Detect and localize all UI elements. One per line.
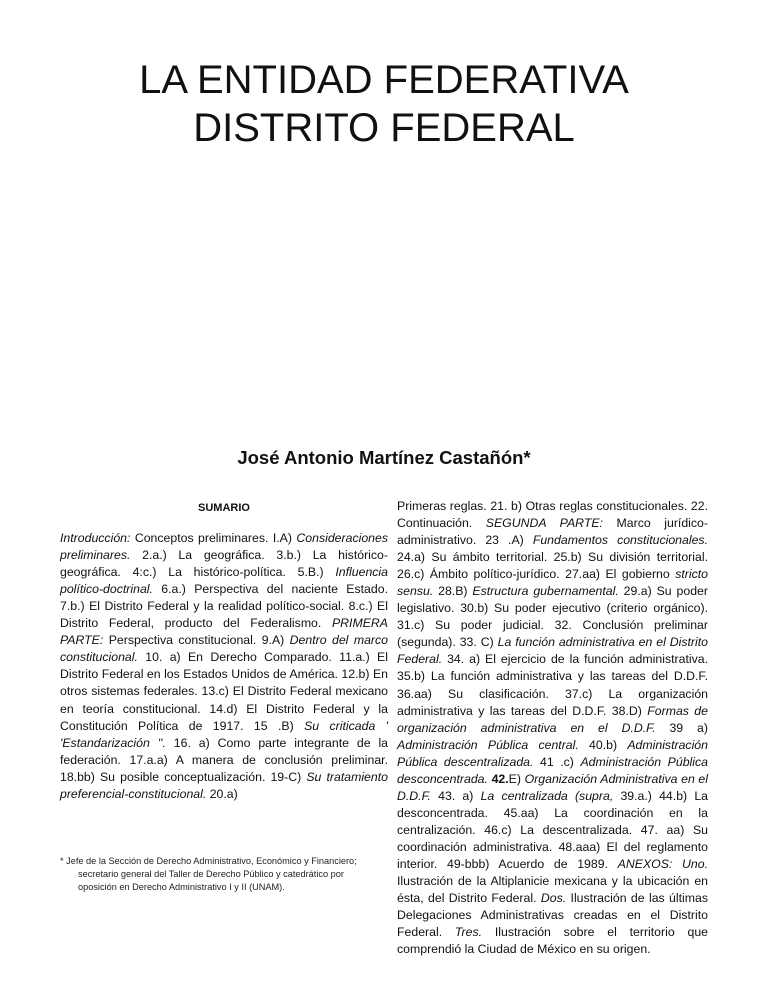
right-column-run: 39.a.) 44.b) La desconcentrada. 45.aa) La coordinación en la centralización. 46.c) La descentralizada. 47. aa) Su coordinación administrativa. 48.aaa) El del reglamento interior. 49-bbb) Acuerdo de 1989. [397, 788, 709, 871]
right-column-run: 28.B) [433, 584, 473, 599]
left-column-run: Conceptos preliminares. I.A) [130, 531, 297, 546]
right-column-run: 34. a) El ejercicio de la función administrativa. 35.b) La función administrativa y las tareas del D.D.F. 36.aa) Su clasificación. 37.c) La organización administrativa y las tareas del D.D.F. 38.D) [397, 652, 708, 718]
right-column-run: Dos. [540, 891, 567, 906]
right-column [397, 498, 708, 958]
right-column-run: Administración Pública descentralizada. [397, 737, 708, 769]
left-column-run: Su tratamiento preferencial-constitucional. [60, 769, 388, 801]
left-column-run: Introducción: [60, 531, 131, 546]
right-column-run: La centralizada (supra, [480, 788, 614, 803]
right-column-run: 29.a) Su poder legislativo. 30.b) Su poder ejecutivo (criterio orgánico). 31.c) Su poder judicial. 32. Conclusión preliminar (segunda). 33. C) [397, 584, 708, 650]
right-column-run: E) [508, 771, 525, 786]
right-column-run: 24.a) Su ámbito territorial. 25.b) Su división territorial. 26.c) Ámbito político-jurídico. 27.aa) El gobierno [397, 550, 708, 582]
right-column-text [397, 498, 708, 958]
right-column-run: Marco jurídico-administrativo. 23 .A) [397, 516, 708, 548]
right-column-run: Administración Pública central. [397, 737, 579, 752]
left-column-run: Perspectiva constitucional. 9.A) [103, 633, 290, 648]
title-line-1: LA ENTIDAD FEDERATIVA [139, 58, 629, 102]
right-column-run: 43. a) [430, 788, 481, 803]
title-line-2: DISTRITO FEDERAL [193, 106, 575, 150]
right-column-run: La función administrativa en el Distrito Federal. [397, 635, 709, 667]
right-column-run: ANEXOS: Uno. [617, 856, 708, 871]
right-column-run: Ilustración sobre el territorio que comprendió la Ciudad de México en su origen. [397, 925, 709, 957]
right-column-run: 41 .c) [533, 754, 581, 769]
right-column-run: 40.b) [578, 737, 628, 752]
footnote-line-3: oposición en Derecho Administrativo I y II (UNAM). [78, 882, 285, 892]
document-title [0, 56, 768, 152]
author-name: José Antonio Martínez Castañón* [237, 447, 531, 468]
left-column [60, 498, 388, 803]
right-column-run: stricto sensu. [397, 567, 708, 599]
left-column-run: 16. a) Como parte integrante de la federación. 17.a.a) A manera de conclusión preliminar. 18.bb) Su posible conceptualización. 19-C) [60, 735, 389, 784]
right-column-run: Tres. [454, 925, 483, 940]
right-column-run: Ilustración de las últimas Delegaciones Administrativas creadas en el Distrito Federal. [397, 891, 708, 940]
left-column-run: Dentro del marco constitucional. [60, 633, 388, 665]
left-column-run: Su criticada ' 'Estandarización ''. [60, 718, 388, 750]
left-column-run: Consideraciones preliminares. [60, 531, 388, 563]
sumario-heading: SUMARIO [198, 502, 250, 514]
right-column-run: Primeras reglas. 21. b) Otras reglas constitucionales. 22. Continuación. [397, 499, 708, 531]
right-column-run: Fundamentos constitucionales. [532, 533, 708, 548]
footnote-line-2: secretario general del Taller de Derecho Público y catedrático por [78, 869, 344, 879]
right-column-run: Administración Pública desconcentrada. [397, 754, 708, 786]
right-column-run: SEGUNDA PARTE: [485, 516, 603, 531]
left-column-run: 10. a) En Derecho Comparado. 11.a.) El Distrito Federal en los Estados Unidos de América. 12.b) En otros sistemas federales. 13.c) El Distrito Federal mexicano en teoría constitucional. 14.d) El Distrito Federal y la Constitución Política de 1917. 15 .B) [60, 650, 388, 733]
left-column-run: 2.a.) La geográfica. 3.b.) La histórico-geográfica. 4:c.) La histórico-política. 5.B.) [60, 548, 388, 580]
right-column-run: Formas de organización administrativa en el D.D.F. [397, 703, 708, 735]
right-column-run: Ilustración de la Altiplanicie mexicana y la ubicación en ésta, del Distrito Federal. [397, 874, 708, 906]
footnote-line-1: * Jefe de la Sección de Derecho Administrativo, Económico y Financiero; [60, 856, 357, 866]
right-column-run: Organización Administrativa en el D.D.F. [397, 771, 708, 803]
left-column-run: 20.a) [206, 786, 238, 801]
footnote [60, 855, 394, 894]
right-column-run: 42. [487, 771, 509, 786]
left-column-run: 6.a.) Perspectiva del naciente Estado. 7.b.) El Distrito Federal y la realidad político-social. 8.c.) El Distrito Federal, producto del Federalismo. [60, 582, 388, 631]
right-column-run: Estructura gubernamental. [472, 584, 619, 599]
left-column-text [60, 530, 388, 803]
left-column-run: Influencia político-doctrinal. [60, 565, 388, 597]
right-column-run: 39 a) [655, 720, 708, 735]
left-column-run: PRIMERA PARTE: [60, 616, 388, 648]
